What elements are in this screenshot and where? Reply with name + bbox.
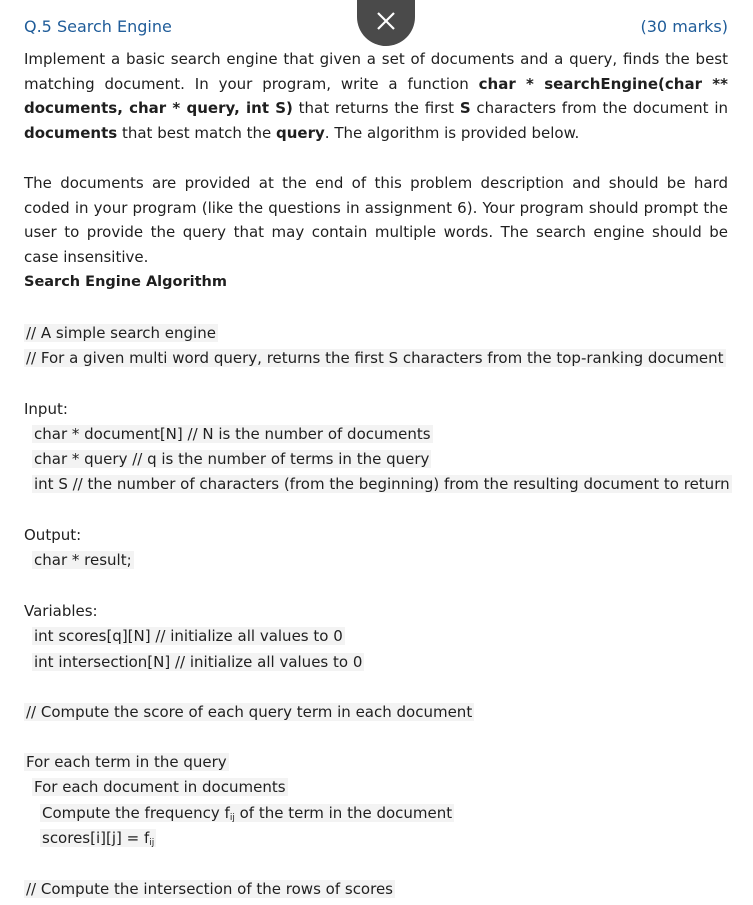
input-2-text: char * query // q is the number of terms in the query	[34, 450, 430, 468]
loop-2-text: For each document in documents	[34, 778, 286, 796]
comment-simple-engine	[24, 321, 218, 345]
comment-2-text: // For a given multi word query, returns the first S characters from the top-ranking document	[26, 349, 724, 367]
input-1-text: char * document[N] // N is the number of documents	[34, 425, 431, 443]
input-document	[32, 422, 433, 446]
documents-paragraph: The documents are provided at the end of this problem description and should be hard coded in your program (like the questions in assignment 6). Your program should prompt the user to provide the query that may contain multiple words. The search engine should be case insensitive.	[24, 174, 728, 266]
output-1-text: char * result;	[34, 551, 132, 569]
assign-score-text	[40, 829, 156, 847]
intro-documents: documents	[24, 123, 118, 142]
compute-pre: Compute the frequency f	[42, 804, 230, 822]
variables-label: Variables:	[24, 602, 98, 620]
compute-sub: ij	[229, 813, 235, 823]
var-1-text: int scores[q][N] // initialize all values to 0	[34, 627, 343, 645]
output-label: Output:	[24, 526, 82, 544]
comment-multi-word	[24, 346, 726, 370]
comment-compute-score	[24, 700, 474, 724]
input-s	[32, 472, 732, 496]
question-marks: (30 marks)	[640, 17, 728, 36]
var-2-text: int intersection[N] // initialize all values to 0	[34, 653, 363, 671]
var-intersection	[32, 650, 364, 674]
intro-text-2: that returns the first	[292, 99, 460, 117]
comment-intersection	[24, 877, 395, 901]
assign-pre: scores[i][j] = f	[42, 829, 150, 847]
input-label: Input:	[24, 400, 68, 418]
intro-text-5: . The algorithm is provided below.	[324, 123, 580, 142]
comment-4-text: // Compute the intersection of the rows of scores	[26, 880, 393, 898]
algorithm-heading: Search Engine Algorithm	[24, 274, 227, 290]
intro-query: query	[276, 123, 325, 142]
intro-text-3: characters from the document in	[470, 99, 728, 117]
compute-post: of the term in the document	[234, 804, 453, 822]
loop-1-text: For each term in the query	[26, 753, 227, 771]
loop-query-terms	[24, 750, 229, 774]
intro-paragraph	[24, 47, 728, 145]
comment-3-text: // Compute the score of each query term in each document	[26, 703, 473, 721]
var-scores	[32, 624, 345, 648]
output-result	[32, 548, 134, 572]
input-query	[32, 447, 431, 471]
comment-1-text: // A simple search engine	[26, 324, 216, 342]
question-header	[24, 17, 728, 41]
intro-text-1: Implement a basic search engine that given a set of documents and a query, finds the best matching document. In your program, write a function	[24, 50, 728, 93]
question-title: Q.5 Search Engine	[24, 17, 172, 36]
compute-frequency-text	[40, 804, 454, 822]
input-3-text: int S // the number of characters (from the beginning) from the resulting document to return	[34, 475, 730, 493]
loop-documents	[32, 775, 288, 799]
assign-sub: ij	[149, 838, 155, 848]
assign-score	[40, 826, 156, 855]
intro-function-signature: char * searchEngine(char ** documents, char * query, int S)	[24, 74, 728, 117]
intro-text-4: that best match the	[117, 123, 277, 142]
intro-s-param: S	[459, 99, 471, 117]
